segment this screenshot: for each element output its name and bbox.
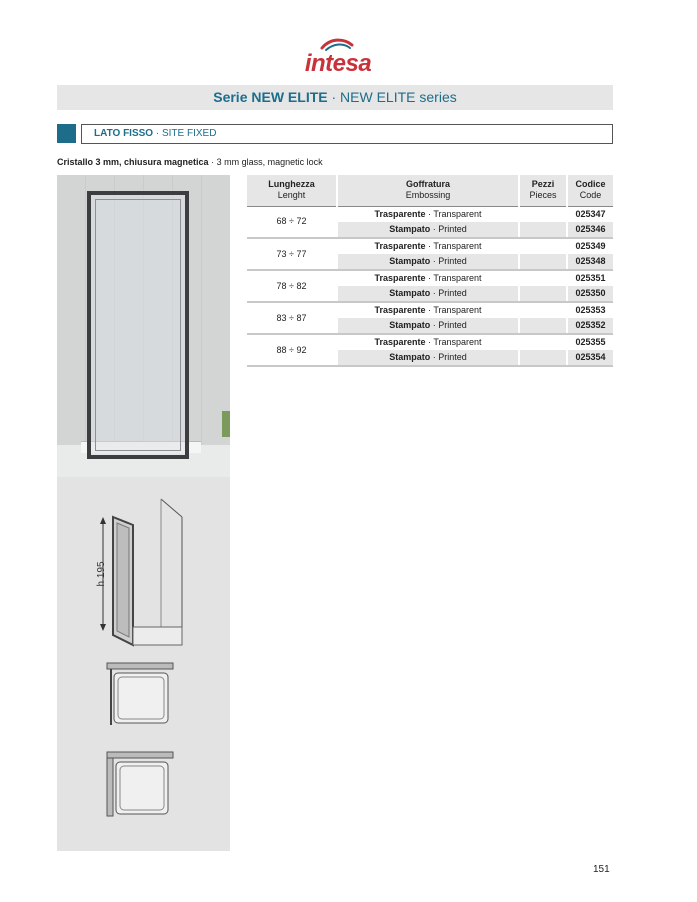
embossing-it: Trasparente bbox=[374, 273, 426, 283]
table-row bbox=[247, 302, 613, 318]
embossing-cell bbox=[337, 270, 519, 286]
section-title-separator: · bbox=[153, 128, 162, 139]
table-row bbox=[247, 238, 613, 254]
pieces-cell bbox=[519, 238, 567, 254]
pieces-cell bbox=[519, 270, 567, 286]
product-description-separator: · bbox=[208, 157, 217, 167]
embossing-cell bbox=[337, 206, 519, 222]
embossing-en: Printed bbox=[438, 352, 467, 362]
embossing-separator: · bbox=[425, 273, 434, 283]
embossing-en: Printed bbox=[438, 320, 467, 330]
embossing-it: Trasparente bbox=[374, 337, 426, 347]
embossing-separator: · bbox=[430, 320, 439, 330]
embossing-it: Stampato bbox=[389, 256, 431, 266]
embossing-it: Trasparente bbox=[374, 241, 426, 251]
section-accent-square bbox=[57, 124, 76, 143]
section-title-en: SITE FIXED bbox=[161, 128, 217, 139]
length-cell: 88 ÷ 92 bbox=[247, 334, 337, 366]
embossing-cell bbox=[337, 286, 519, 302]
embossing-en: Transparent bbox=[433, 208, 482, 219]
plan-view-2-drawing bbox=[107, 752, 173, 816]
table-row bbox=[247, 206, 613, 222]
length-cell: 68 ÷ 72 bbox=[247, 206, 337, 238]
length-cell: 73 ÷ 77 bbox=[247, 238, 337, 270]
embossing-it: Stampato bbox=[389, 352, 431, 362]
table-row bbox=[247, 270, 613, 286]
pieces-cell bbox=[519, 318, 567, 334]
pieces-cell bbox=[519, 350, 567, 366]
embossing-cell bbox=[337, 222, 519, 238]
pieces-cell bbox=[519, 302, 567, 318]
embossing-en: Transparent bbox=[433, 241, 482, 251]
embossing-en: Transparent bbox=[433, 273, 482, 283]
series-title-en: NEW ELITE series bbox=[340, 89, 457, 105]
series-title bbox=[57, 85, 613, 110]
header-embossing bbox=[337, 175, 519, 206]
product-description-en: 3 mm glass, magnetic lock bbox=[216, 157, 323, 167]
panel-perspective-drawing bbox=[100, 499, 182, 645]
pieces-cell bbox=[519, 222, 567, 238]
embossing-en: Transparent bbox=[433, 337, 482, 347]
embossing-en: Transparent bbox=[433, 305, 482, 315]
length-cell: 78 ÷ 82 bbox=[247, 270, 337, 302]
header-code bbox=[567, 175, 613, 206]
table-row bbox=[247, 334, 613, 350]
embossing-cell bbox=[337, 238, 519, 254]
header-embossing-en: Embossing bbox=[405, 190, 451, 201]
code-cell: 025354 bbox=[567, 350, 613, 366]
code-cell: 025348 bbox=[567, 254, 613, 270]
brand-name: intesa bbox=[304, 50, 372, 77]
embossing-cell bbox=[337, 334, 519, 350]
header-embossing-it: Goffratura bbox=[405, 179, 450, 190]
embossing-separator: · bbox=[425, 305, 434, 315]
embossing-separator: · bbox=[430, 224, 439, 234]
embossing-it: Stampato bbox=[389, 288, 431, 298]
embossing-separator: · bbox=[430, 256, 439, 266]
pieces-cell bbox=[519, 286, 567, 302]
code-cell: 025351 bbox=[567, 270, 613, 286]
header-length-it: Lunghezza bbox=[268, 179, 315, 190]
embossing-cell bbox=[337, 318, 519, 334]
embossing-en: Printed bbox=[438, 224, 467, 234]
embossing-it: Trasparente bbox=[374, 208, 426, 219]
table-header-row bbox=[247, 175, 613, 206]
pieces-cell bbox=[519, 334, 567, 350]
height-label: h 195 bbox=[96, 561, 107, 587]
length-cell: 83 ÷ 87 bbox=[247, 302, 337, 334]
embossing-it: Stampato bbox=[389, 320, 431, 330]
product-table bbox=[247, 175, 613, 367]
embossing-separator: · bbox=[430, 288, 439, 298]
embossing-it: Trasparente bbox=[374, 305, 426, 315]
embossing-cell bbox=[337, 254, 519, 270]
embossing-en: Printed bbox=[438, 288, 467, 298]
header-code-it: Codice bbox=[575, 179, 606, 190]
page-number: 151 bbox=[593, 864, 610, 875]
header-code-en: Code bbox=[579, 190, 602, 201]
code-cell: 025353 bbox=[567, 302, 613, 318]
embossing-cell bbox=[337, 350, 519, 366]
technical-drawings-svg bbox=[57, 477, 230, 851]
technical-drawings bbox=[57, 477, 230, 851]
series-title-it: Serie NEW ELITE bbox=[213, 89, 328, 105]
code-cell: 025349 bbox=[567, 238, 613, 254]
embossing-separator: · bbox=[430, 352, 439, 362]
header-pieces-en: Pieces bbox=[529, 190, 557, 201]
header-length bbox=[247, 175, 337, 206]
code-cell: 025347 bbox=[567, 206, 613, 222]
embossing-cell bbox=[337, 302, 519, 318]
photo-glass-inner bbox=[95, 199, 181, 451]
header-pieces-it: Pezzi bbox=[531, 179, 555, 190]
product-description bbox=[57, 157, 323, 167]
embossing-it: Stampato bbox=[389, 224, 431, 234]
section-title-it: LATO FISSO bbox=[94, 128, 154, 139]
code-cell: 025355 bbox=[567, 334, 613, 350]
pieces-cell bbox=[519, 254, 567, 270]
code-cell: 025350 bbox=[567, 286, 613, 302]
product-description-it: Cristallo 3 mm, chiusura magnetica bbox=[57, 157, 209, 167]
code-cell: 025346 bbox=[567, 222, 613, 238]
series-title-separator: · bbox=[327, 89, 341, 105]
product-photo bbox=[57, 175, 230, 477]
pieces-cell bbox=[519, 206, 567, 222]
header-pieces bbox=[519, 175, 567, 206]
embossing-separator: · bbox=[425, 208, 434, 219]
photo-plant bbox=[222, 411, 230, 437]
code-cell: 025352 bbox=[567, 318, 613, 334]
section-title bbox=[81, 124, 613, 144]
embossing-en: Printed bbox=[438, 256, 467, 266]
brand-logo bbox=[298, 36, 378, 80]
embossing-separator: · bbox=[425, 241, 434, 251]
header-length-en: Lenght bbox=[277, 190, 306, 201]
plan-view-1-drawing bbox=[107, 663, 173, 725]
embossing-separator: · bbox=[425, 337, 434, 347]
